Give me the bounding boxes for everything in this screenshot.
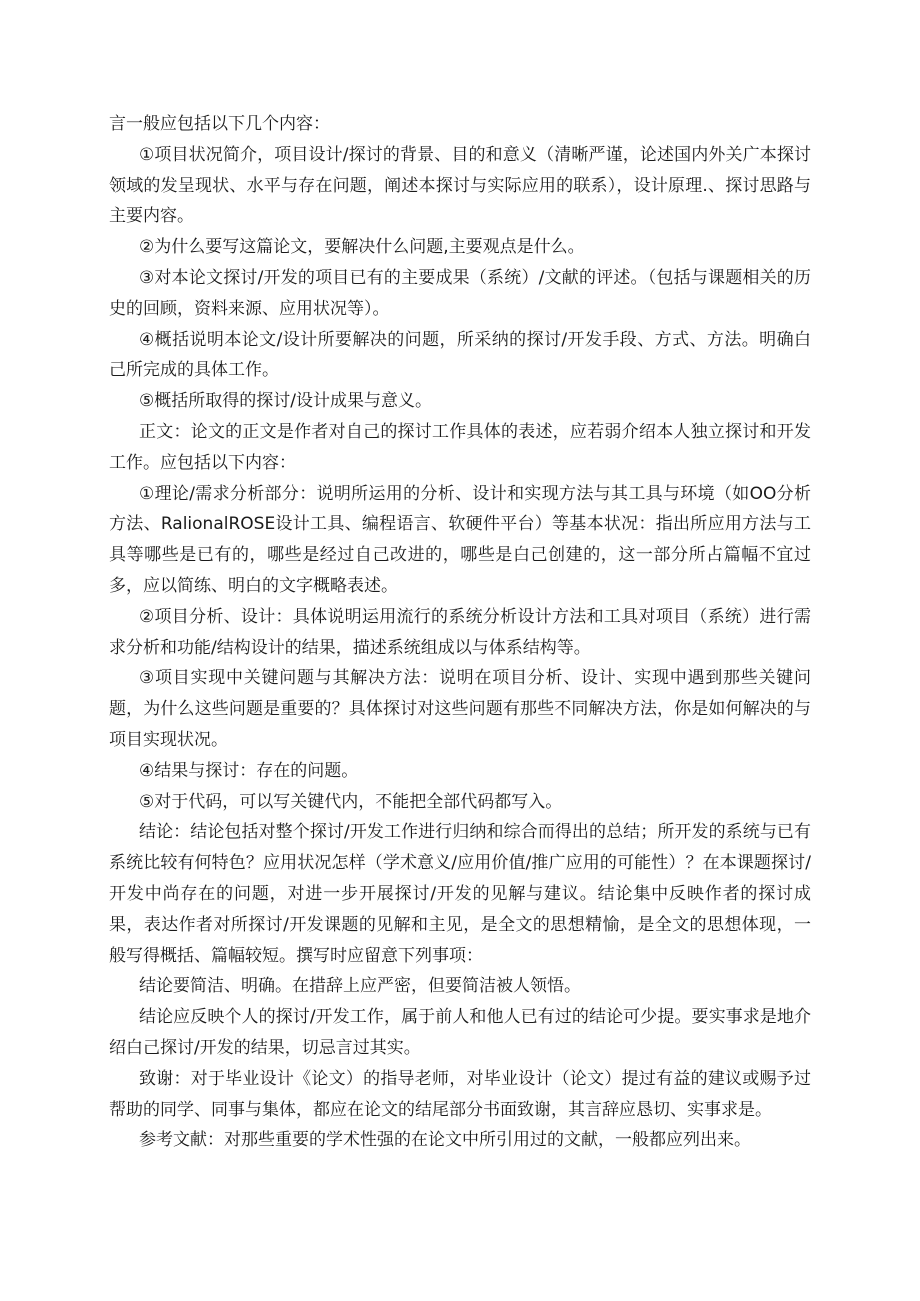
paragraph-body-item-2: ②项目分析、设计：具体说明运用流行的系统分析设计方法和工具对项目（系统）进行需求分析和功能/结构设计的结果，描述系统组成以与体系结构等。 [109,606,811,658]
paragraph-item-4: ④概括说明本论文/设计所要解决的问题，所采纳的探讨/开发手段、方式、方法。明确白己所完成的具体工作。 [109,329,811,381]
paragraph-item-1: ①项目状况简介，项目设计/探讨的背景、目的和意义（清晰严谨，论述国内外关广本探讨领域的发呈现状、水平与存在问题，阐述本探讨与实际应用的联系），设计原理.、探讨思路与主要内容。 [109,144,811,227]
paragraph-item-2: ②为什么要写这篇论文，要解决什么问题,主要观点是什么。 [139,237,585,258]
paragraph-body-heading: 正文：论文的正文是作者对自己的探讨工作具体的表述，应若弱介绍本人独立探讨和开发工作。应包括以下内容： [109,421,811,473]
paragraph-body-item-5: ⑤对于代码，可以写关键代内，不能把全部代码都写入。 [139,791,563,812]
paragraph-conclusion-note-1: 结论要简洁、明确。在措辞上应严密，但要简洁被人领悟。 [139,976,581,997]
paragraph-body-item-3: ③项目实现中关键问题与其解决方法：说明在项目分析、设计、实现中遇到那些关键问题，为什么这些问题是重要的？具体探讨对这些问题有那些不同解决方法，你是如何解决的与项目实现状况。 [109,668,811,750]
paragraph-intro: 言一般应包括以下几个内容： [109,114,330,134]
paragraph-references: 参考文献：对那些重要的学术性强的在论文中所引用过的文献，一般都应列出来。 [139,1130,751,1151]
paragraph-body-item-1: ①理论/需求分析部分：说明所运用的分析、设计和实现方法与其工具与环境（如OO分析方法、RalionalROSE设计工具、编程语言、软硬件平台）等基本状况：指出所应用方法与工具等哪些是已有的，哪些是经过自己改进的，哪些是白己创建的，这一部分所占篇幅不宜过多，应以简练、明白的文字概略表述。 [109,483,811,596]
paragraph-body-item-4: ④结果与探讨：存在的问题。 [139,760,359,781]
document-page [109,109,811,1156]
paragraph-acknowledgement: 致谢：对于毕业设计《论文）的指导老师，对毕业设计（论文）提过有益的建议或赐予过帮助的同学、同事与集体，都应在论文的结尾部分书面致谢，其言辞应恳切、实事求是。 [109,1068,811,1120]
paragraph-item-5: ⑤概括所取得的探讨/设计成果与意义。 [139,391,432,412]
paragraph-conclusion: 结论：结论包括对整个探讨/开发工作进行归纳和综合而得出的总结；所开发的系统与已有系统比较有何特色？应用状况怎样（学术意义/应用价值/推广应用的可能性）？在本课题探讨/开发中尚存在的问题，对进一步开展探讨/开发的见解与建议。结论集中反映作者的探讨成果，表达作者对所探讨/开发课题的见解和主见，是全文的思想精愉，是全文的思想体现，一般写得概括、篇幅较短。撰写时应留意下列事项： [109,822,811,966]
paragraph-item-3: ③对本论文探讨/开发的项目已有的主要成果（系统）/文献的评述。（包括与课题相关的历史的回顾，资料来源、应用状况等）。 [109,267,811,319]
paragraph-conclusion-note-2: 结论应反映个人的探讨/开发工作，属于前人和他人已有过的结论可少提。要实事求是地介绍白己探讨/开发的结果，切忌言过其实。 [109,1007,811,1058]
